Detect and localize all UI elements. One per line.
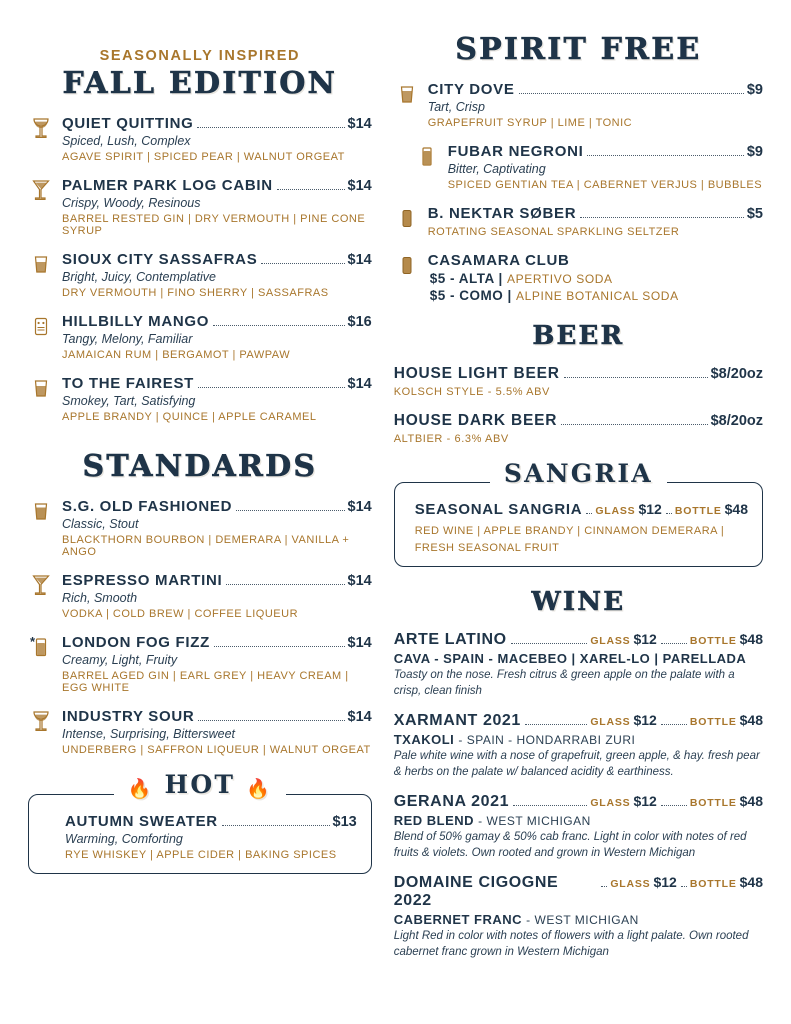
hot-section bbox=[28, 770, 372, 874]
casamara-price: $5 - ALTA bbox=[429, 271, 495, 286]
flame-icon: 🔥 bbox=[246, 778, 272, 800]
item-name: B. NEKTAR SØBER bbox=[427, 205, 577, 222]
wine-bottle-price: $48 bbox=[739, 712, 763, 729]
item-name: PALMER PARK LOG CABIN bbox=[62, 177, 273, 194]
menu-item-casamara bbox=[394, 252, 763, 303]
leader-dots bbox=[213, 325, 344, 326]
item-description: Tart, Crisp bbox=[427, 100, 485, 114]
item-ingredients: GRAPEFRUIT SYRUP | LIME | TONIC bbox=[427, 117, 633, 129]
wine-region: - WEST MICHIGAN bbox=[526, 913, 639, 928]
item-price: $14 bbox=[347, 178, 372, 194]
wine-glass-price: $12 bbox=[633, 793, 657, 810]
wine-name: GERANA 2021 bbox=[393, 793, 510, 811]
wine-item bbox=[394, 793, 763, 861]
item-description: Smokey, Tart, Satisfying bbox=[62, 394, 196, 408]
martini-glass-icon bbox=[28, 177, 54, 203]
item-description: Spiced, Lush, Complex bbox=[62, 134, 191, 148]
menu-item bbox=[394, 205, 763, 238]
item-description: Crispy, Woody, Resinous bbox=[62, 196, 201, 210]
leader-dots bbox=[513, 805, 587, 806]
sangria-name: SEASONAL SANGRIA bbox=[414, 501, 583, 518]
wine-description: Toasty on the nose. Fresh citrus & green apple on the palate with a crisp, clean finish bbox=[393, 669, 735, 697]
leader-dots bbox=[519, 93, 744, 94]
wine-description: Blend of 50% gamay & 50% cab franc. Light in color with notes of red fruits & violets. Own rooted and grown in Western Michigan bbox=[393, 831, 747, 859]
menu-item bbox=[28, 498, 372, 558]
leader-dots bbox=[661, 724, 687, 725]
item-description: Bitter, Captivating bbox=[447, 162, 546, 176]
wine-glass-label: GLASS bbox=[590, 716, 631, 729]
sangria-bottle-label: BOTTLE bbox=[674, 505, 722, 517]
wine-name: ARTE LATINO bbox=[393, 631, 507, 648]
item-price: $13 bbox=[332, 814, 357, 830]
item-name: INDUSTRY SOUR bbox=[62, 708, 195, 725]
wine-head bbox=[394, 712, 763, 730]
leader-dots bbox=[277, 189, 345, 190]
rocks-glass-icon bbox=[28, 498, 54, 524]
item-ingredients: BARREL AGED GIN | EARL GREY | HEAVY CREAM | EGG WHITE bbox=[62, 670, 349, 694]
beer-title: BEER bbox=[532, 321, 625, 351]
item-name: FUBAR NEGRONI bbox=[447, 143, 584, 160]
item-price: $14 bbox=[347, 573, 372, 589]
wine-region: - WEST MICHIGAN bbox=[478, 814, 591, 829]
leader-dots bbox=[661, 805, 687, 806]
can-icon bbox=[394, 252, 420, 278]
casamara-description: APERTIVO SODA bbox=[507, 272, 613, 286]
wine-item bbox=[394, 874, 763, 960]
seasonal-kicker: SEASONALLY INSPIRED bbox=[99, 48, 301, 64]
item-star-marker: * bbox=[30, 634, 36, 649]
leader-dots bbox=[564, 377, 708, 378]
hot-title-text: HOT bbox=[164, 770, 236, 799]
item-ingredients: AGAVE SPIRIT | SPICED PEAR | WALNUT ORGEAT bbox=[62, 151, 345, 163]
spirit-free-title: SPIRIT FREE bbox=[455, 32, 702, 67]
sangria-box bbox=[394, 482, 763, 567]
leader-dots bbox=[666, 513, 672, 514]
item-ingredients: JAMAICAN RUM | BERGAMOT | PAWPAW bbox=[62, 349, 291, 361]
item-price: $14 bbox=[347, 376, 372, 392]
wine-glass-label: GLASS bbox=[610, 878, 651, 891]
sangria-glass-price: $12 bbox=[638, 501, 662, 517]
wine-bottle-label: BOTTLE bbox=[689, 878, 737, 891]
item-price: $14 bbox=[347, 499, 372, 515]
item-ingredients: ROTATING SEASONAL SPARKLING SELTZER bbox=[427, 226, 680, 238]
item-description: Intense, Surprising, Bittersweet bbox=[62, 727, 235, 741]
wine-varietal-text: RED BLEND bbox=[393, 813, 475, 829]
wine-glass-label: GLASS bbox=[590, 797, 631, 810]
wine-name: DOMAINE CIGOGNE 2022 bbox=[393, 874, 559, 910]
beer-style: KOLSCH STYLE - 5.5% ABV bbox=[393, 386, 550, 398]
hot-title bbox=[114, 770, 286, 800]
item-name: S.G. OLD FASHIONED bbox=[62, 498, 233, 515]
flame-icon: 🔥 bbox=[127, 778, 154, 800]
left-column bbox=[28, 26, 372, 1014]
wine-varietal-text: TXAKOLI bbox=[393, 732, 455, 748]
wine-item bbox=[394, 712, 763, 780]
sangria-ingredients-line: RED WINE | APPLE BRANDY | CINNAMON DEMERARA | bbox=[414, 525, 725, 537]
item-description: Tangy, Melony, Familiar bbox=[62, 332, 193, 346]
item-ingredients: APPLE BRANDY | QUINCE | APPLE CARAMEL bbox=[62, 411, 317, 423]
sangria-glass-label: GLASS bbox=[595, 505, 636, 517]
sangria-ingredients bbox=[409, 523, 748, 556]
wine-glass-label: GLASS bbox=[590, 635, 631, 647]
wine-glass-price: $12 bbox=[633, 712, 657, 729]
hot-box bbox=[28, 794, 372, 874]
leader-dots bbox=[226, 584, 344, 585]
menu-item bbox=[28, 115, 372, 163]
item-price: $14 bbox=[347, 635, 372, 651]
wine-bottle-label: BOTTLE bbox=[689, 797, 737, 810]
menu-item bbox=[28, 313, 372, 361]
item-price: $14 bbox=[347, 116, 372, 132]
wine-varietal bbox=[394, 813, 763, 828]
item-description: Warming, Comforting bbox=[65, 832, 183, 846]
item-ingredients: BLACKTHORN BOURBON | DEMERARA | VANILLA + ANGO bbox=[62, 534, 350, 558]
tiki-mug-icon bbox=[28, 313, 54, 339]
wine-bottle-label: BOTTLE bbox=[689, 716, 737, 729]
item-price: $14 bbox=[347, 709, 372, 725]
leader-dots bbox=[601, 886, 607, 887]
collins-glass-icon bbox=[414, 143, 440, 169]
leader-dots bbox=[661, 643, 687, 644]
item-price: $9 bbox=[746, 144, 763, 160]
item-ingredients: DRY VERMOUTH | FINO SHERRY | SASSAFRAS bbox=[62, 287, 329, 299]
item-name: HILLBILLY MANGO bbox=[62, 313, 210, 330]
right-column bbox=[394, 26, 763, 1014]
wine-region: - SPAIN - HONDARRABI ZURI bbox=[458, 733, 636, 748]
wine-description: Pale white wine with a nose of grapefruit, green apple, & hay. fresh pear & herbs on the palate w/ balanced acidity & earthiness. bbox=[393, 750, 760, 778]
menu-item bbox=[28, 251, 372, 299]
item-ingredients: BARREL RESTED GIN | DRY VERMOUTH | PINE CONE SYRUP bbox=[62, 213, 366, 237]
casamara-option bbox=[428, 271, 763, 286]
wine-description: Light Red in color with notes of flowers with a light palate. Own rooted cabernet franc grown in Western Michigan bbox=[393, 930, 749, 958]
leader-dots bbox=[198, 720, 344, 721]
fall-edition-title: FALL EDITION bbox=[62, 66, 338, 101]
menu-item bbox=[28, 708, 372, 756]
menu-item bbox=[43, 813, 357, 861]
item-price: $16 bbox=[347, 314, 372, 330]
menu-item bbox=[28, 572, 372, 620]
wine-bottle-label: BOTTLE bbox=[689, 635, 737, 647]
martini-glass-icon bbox=[28, 572, 54, 598]
leader-dots bbox=[561, 424, 707, 425]
hot-title-wrap bbox=[28, 770, 372, 800]
leader-dots bbox=[197, 127, 344, 128]
coupe-glass-icon bbox=[28, 708, 54, 734]
beer-name: HOUSE LIGHT BEER bbox=[393, 365, 560, 382]
menu-item bbox=[394, 81, 763, 129]
wine-varietal-text: CABERNET FRANC bbox=[393, 912, 523, 928]
wine-name: XARMANT 2021 bbox=[393, 712, 521, 730]
wine-varietal bbox=[394, 651, 763, 666]
casamara-separator: | bbox=[498, 271, 503, 286]
leader-dots bbox=[236, 510, 344, 511]
menu-item bbox=[28, 375, 372, 423]
item-name: SIOUX CITY SASSAFRAS bbox=[62, 251, 258, 268]
beer-price: $8/20oz bbox=[710, 366, 763, 382]
leader-dots bbox=[586, 513, 592, 514]
menu-item bbox=[28, 634, 372, 694]
wine-title: WINE bbox=[531, 587, 626, 617]
item-name: CITY DOVE bbox=[427, 81, 515, 98]
wine-glass-price: $12 bbox=[633, 631, 657, 647]
leader-dots bbox=[681, 886, 687, 887]
wine-head bbox=[394, 874, 763, 910]
item-description: Classic, Stout bbox=[62, 517, 139, 531]
wine-bottle-price: $48 bbox=[739, 793, 763, 810]
sangria-title-wrap bbox=[394, 459, 763, 488]
wine-item bbox=[394, 631, 763, 699]
rocks-glass-icon bbox=[28, 375, 54, 401]
mug-glass-icon bbox=[43, 813, 57, 815]
standards-title: STANDARDS bbox=[82, 449, 318, 484]
sangria-section bbox=[394, 459, 763, 567]
sangria-ingredients-line: FRESH SEASONAL FRUIT bbox=[414, 541, 560, 554]
wine-varietal-text: CAVA - SPAIN - MACEBEO | XAREL-LO | PARELLADA bbox=[393, 651, 747, 666]
item-name: QUIET QUITTING bbox=[62, 115, 194, 132]
casamara-price: $5 - COMO bbox=[429, 288, 504, 303]
item-name: LONDON FOG FIZZ bbox=[62, 634, 210, 651]
rocks-glass-icon bbox=[394, 81, 420, 107]
beer-style: ALTBIER - 6.3% ABV bbox=[393, 433, 509, 445]
leader-dots bbox=[511, 643, 588, 644]
item-description: Bright, Juicy, Contemplative bbox=[62, 270, 216, 284]
menu-item bbox=[28, 177, 372, 237]
leader-dots bbox=[198, 387, 344, 388]
beer-price: $8/20oz bbox=[710, 413, 763, 429]
wine-bottle-price: $48 bbox=[739, 631, 763, 647]
item-price: $5 bbox=[746, 206, 763, 222]
sangria-bottle-price: $48 bbox=[724, 501, 748, 517]
can-icon bbox=[394, 205, 420, 231]
leader-dots bbox=[587, 155, 743, 156]
coupe-glass-icon bbox=[28, 115, 54, 141]
beer-item bbox=[394, 365, 763, 398]
beer-item bbox=[394, 412, 763, 445]
wine-head bbox=[394, 793, 763, 811]
item-name: TO THE FAIREST bbox=[62, 375, 195, 392]
wine-bottle-price: $48 bbox=[739, 874, 763, 891]
item-description: Rich, Smooth bbox=[62, 591, 138, 605]
wine-head bbox=[394, 631, 763, 649]
rocks-glass-icon bbox=[28, 251, 54, 277]
item-name: ESPRESSO MARTINI bbox=[62, 572, 223, 589]
menu-item bbox=[394, 143, 763, 191]
item-price: $14 bbox=[347, 252, 372, 268]
leader-dots bbox=[261, 263, 344, 264]
leader-dots bbox=[214, 646, 345, 647]
item-ingredients: RYE WHISKEY | APPLE CIDER | BAKING SPICES bbox=[65, 849, 337, 861]
wine-varietal bbox=[394, 912, 763, 927]
item-price: $9 bbox=[746, 82, 763, 98]
casamara-option bbox=[428, 288, 763, 303]
item-ingredients: SPICED GENTIAN TEA | CABERNET VERJUS | BUBBLES bbox=[447, 179, 763, 191]
leader-dots bbox=[580, 217, 744, 218]
sangria-title: SANGRIA bbox=[490, 459, 667, 488]
item-name: AUTUMN SWEATER bbox=[65, 813, 218, 830]
wine-glass-price: $12 bbox=[653, 874, 677, 891]
item-name: CASAMARA CLUB bbox=[427, 252, 570, 269]
wine-varietal bbox=[394, 732, 763, 747]
item-ingredients: VODKA | COLD BREW | COFFEE LIQUEUR bbox=[62, 608, 299, 620]
casamara-separator: | bbox=[507, 288, 512, 303]
item-description: Creamy, Light, Fruity bbox=[62, 653, 178, 667]
beer-name: HOUSE DARK BEER bbox=[393, 412, 558, 429]
leader-dots bbox=[525, 724, 587, 725]
leader-dots bbox=[222, 825, 330, 826]
casamara-description: ALPINE BOTANICAL SODA bbox=[516, 289, 679, 303]
item-ingredients: UNDERBERG | SAFFRON LIQUEUR | WALNUT ORGEAT bbox=[62, 744, 371, 756]
sangria-row bbox=[409, 501, 748, 518]
